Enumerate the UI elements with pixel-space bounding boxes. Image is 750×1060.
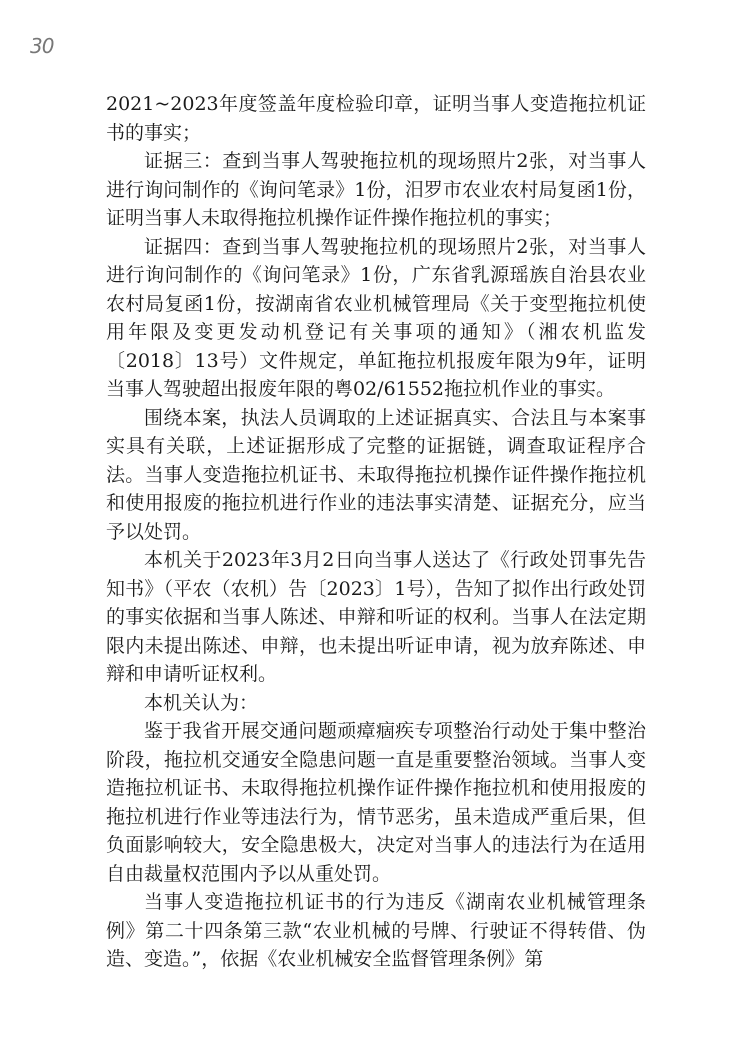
paragraph-notice: 本机关于2023年3月2日向当事人送达了《行政处罚事先告知书》（平农（农机）告〔2023〕1号），告知了拟作出行政处罚的事实依据和当事人陈述、申辩和听证的权利。当事人在法定期限内未提出陈述、申辩，也未提出听证申请，视为放弃陈述、申辩和申请听证权利。 <box>106 549 646 685</box>
paragraph-opinion-heading: 本机关认为： <box>144 691 259 714</box>
paragraph-evidence-3: 证据三：查到当事人驾驶拖拉机的现场照片2张，对当事人进行询问制作的《询问笔录》1份，汨罗市农业农村局复函1份，证明当事人未取得拖拉机操作证件操作拖拉机的事实； <box>106 150 646 229</box>
paragraph-opinion: 鉴于我省开展交通问题顽瘴痼疾专项整治行动处于集中整治阶段，拖拉机交通安全隐患问题一直是重要整治领域。当事人变造拖拉机证书、未取得拖拉机操作证件操作拖拉机和使用报废的拖拉机进行作业等违法行为，情节恶劣，虽未造成严重后果，但负面影响较大，安全隐患极大，决定对当事人的违法行为在适用自由裁量权范围内予以从重处罚。 <box>106 720 646 885</box>
paragraph-evidence-4: 证据四：查到当事人驾驶拖拉机的现场照片2张，对当事人进行询问制作的《询问笔录》1份，广东省乳源瑶族自治县农业农村局复函1份，按湖南省农业机械管理局《关于变型拖拉机使用年限及变更发动机登记有关事项的通知》（湘农机监发〔2018〕13号）文件规定，单缸拖拉机报废年限为9年，证明当事人驾驶超出报废年限的粤02/61552拖拉机作业的事实。 <box>106 235 646 400</box>
paragraph-legal-basis: 当事人变造拖拉机证书的行为违反《湖南农业机械管理条例》第二十四条第三款“农业机械的号牌、行驶证不得转借、伪造、变造。”，依据《农业机械安全监督管理条例》第 <box>106 891 646 970</box>
paragraph-evidence-summary: 围绕本案，执法人员调取的上述证据真实、合法且与本案事实具有关联，上述证据形成了完整的证据链，调查取证程序合法。当事人变造拖拉机证书、未取得拖拉机操作证件操作拖拉机和使用报废的拖拉机进行作业的违法事实清楚、证据充分，应当予以处罚。 <box>106 406 646 543</box>
document-body <box>106 90 646 974</box>
paragraph-evidence-2-tail: 2021~2023年度签盖年度检验印章，证明当事人变造拖拉机证书的事实； <box>106 93 646 144</box>
page-number: 30 <box>30 34 54 58</box>
